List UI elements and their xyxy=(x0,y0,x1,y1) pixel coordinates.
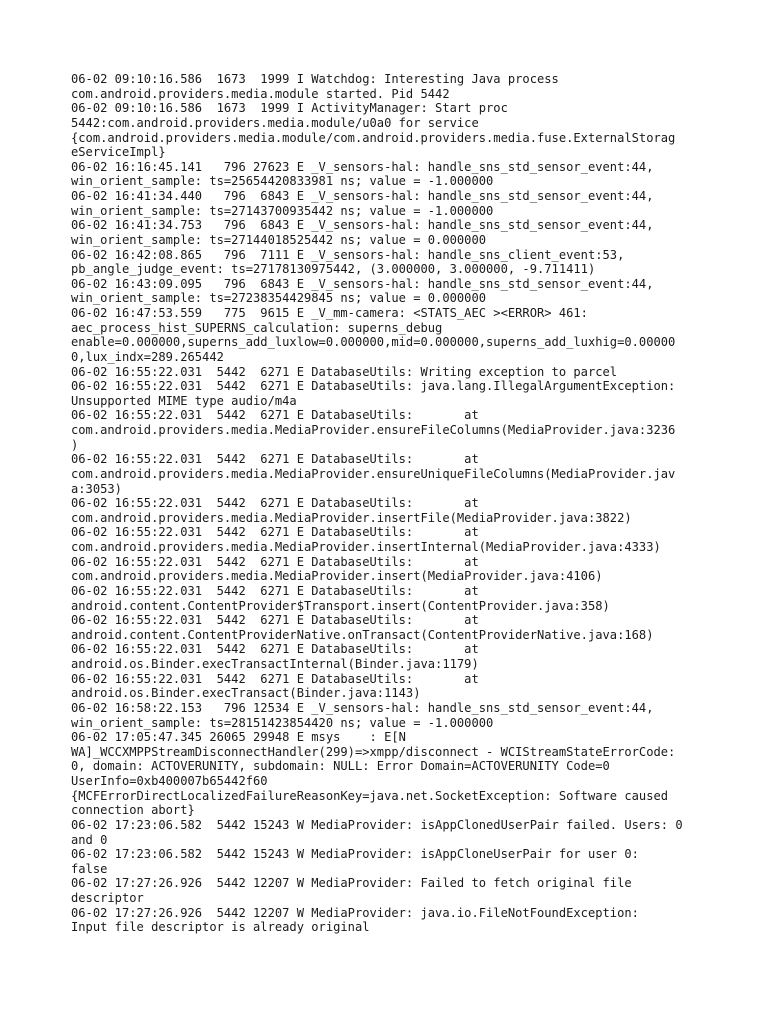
log-line: {MCFErrorDirectLocalizedFailureReasonKey=java.net.SocketException: Software caused xyxy=(71,788,669,803)
log-line: 06-02 16:55:22.031 5442 6271 E DatabaseUtils: at xyxy=(71,613,479,628)
log-line: 06-02 16:41:34.440 796 6843 E _V_sensors-hal: handle_sns_std_sensor_event:44, xyxy=(71,189,654,203)
log-line: 06-02 16:55:22.031 5442 6271 E DatabaseUtils: at xyxy=(71,554,479,569)
log-line: false xyxy=(71,861,108,876)
log-line: 06-02 16:16:45.141 796 27623 E _V_sensors-hal: handle_sns_std_sensor_event:44, xyxy=(71,159,654,174)
log-line: 06-02 16:55:22.031 5442 6271 E DatabaseUtils: at xyxy=(71,408,479,423)
log-line: 06-02 17:27:26.926 5442 12207 W MediaProvider: Failed to fetch original file xyxy=(71,876,632,891)
log-line: Unsupported MIME type audio/m4a xyxy=(71,393,297,408)
log-line: {com.android.providers.media.module/com.android.providers.media.fuse.ExternalStorag xyxy=(71,130,676,145)
log-line: WA]_WCCXMPPStreamDisconnectHandler(299)=>xmpp/disconnect - WCIStreamStateErrorCode: xyxy=(71,744,676,759)
log-line: win_orient_sample: ts=28151423854420 ns; value = -1.000000 xyxy=(71,715,494,730)
log-line: 06-02 16:42:08.865 796 7111 E _V_sensors-hal: handle_sns_client_event:53, xyxy=(71,247,625,262)
log-line: com.android.providers.media.MediaProvider.insert(MediaProvider.java:4106) xyxy=(71,569,603,584)
log-line: 06-02 09:10:16.586 1673 1999 I ActivityManager: Start proc xyxy=(71,101,508,116)
log-line: 06-02 17:27:26.926 5442 12207 W MediaProvider: java.io.FileNotFoundException: xyxy=(71,905,639,920)
log-line: connection abort} xyxy=(71,803,195,818)
log-line: android.content.ContentProviderNative.onTransact(ContentProviderNative.java:168) xyxy=(71,627,654,642)
log-line: 06-02 16:55:22.031 5442 6271 E DatabaseUtils: at xyxy=(71,525,479,540)
log-line: descriptor xyxy=(71,891,144,905)
log-line: com.android.providers.media.module started. Pid 5442 xyxy=(71,86,450,101)
log-line: com.android.providers.media.MediaProvider.ensureFileColumns(MediaProvider.java:3236 xyxy=(71,423,676,437)
log-line: 06-02 16:55:22.031 5442 6271 E DatabaseUtils: Writing exception to parcel xyxy=(71,364,618,379)
log-line: com.android.providers.media.MediaProvider.insertInternal(MediaProvider.java:4333) xyxy=(71,540,661,554)
log-line: 0, domain: ACTOVERUNITY, subdomain: NULL: Error Domain=ACTOVERUNITY Code=0 xyxy=(71,759,610,774)
log-line: enable=0.000000,superns_add_luxlow=0.000000,mid=0.000000,superns_add_luxhig=0.00000 xyxy=(71,335,676,350)
log-line: 06-02 16:43:09.095 796 6843 E _V_sensors-hal: handle_sns_std_sensor_event:44, xyxy=(71,276,654,291)
log-line: aec_process_hist_SUPERNS_calculation: superns_debug xyxy=(71,320,443,335)
log-line: and 0 xyxy=(71,832,108,847)
log-line: Input file descriptor is already original xyxy=(71,920,370,935)
log-line: 06-02 16:41:34.753 796 6843 E _V_sensors-hal: handle_sns_std_sensor_event:44, xyxy=(71,218,654,233)
log-line: android.os.Binder.execTransact(Binder.java:1143) xyxy=(71,686,421,701)
log-line: eServiceImpl} xyxy=(71,145,166,160)
log-line: pb_angle_judge_event: ts=27178130975442, (3.000000, 3.000000, -9.711411) xyxy=(71,262,596,277)
log-line: a:3053) xyxy=(71,481,122,496)
log-line: android.content.ContentProvider$Transport.insert(ContentProvider.java:358) xyxy=(71,598,610,613)
log-line: 06-02 16:55:22.031 5442 6271 E DatabaseUtils: at xyxy=(71,642,479,657)
log-line: win_orient_sample: ts=25654420833981 ns; value = -1.000000 xyxy=(71,174,494,189)
log-line: 06-02 16:55:22.031 5442 6271 E DatabaseUtils: java.lang.IllegalArgumentException: xyxy=(71,379,676,394)
log-line: win_orient_sample: ts=27143700935442 ns; value = -1.000000 xyxy=(71,203,494,218)
log-line: 06-02 16:47:53.559 775 9615 E _V_mm-camera: <STATS_AEC ><ERROR> 461: xyxy=(71,306,588,320)
log-line: win_orient_sample: ts=27144018525442 ns; value = 0.000000 xyxy=(71,232,487,247)
log-line: 06-02 17:23:06.582 5442 15243 W MediaProvider: isAppClonedUserPair failed. Users: 0 xyxy=(71,817,683,832)
log-line: 06-02 16:55:22.031 5442 6271 E DatabaseUtils: at xyxy=(71,583,479,598)
log-line: android.os.Binder.execTransactInternal(Binder.java:1179) xyxy=(71,657,479,671)
log-line: 06-02 16:55:22.031 5442 6271 E DatabaseUtils: at xyxy=(71,452,479,467)
log-line: com.android.providers.media.MediaProvider.insertFile(MediaProvider.java:3822) xyxy=(71,510,632,525)
log-line: 06-02 09:10:16.586 1673 1999 I Watchdog: Interesting Java process xyxy=(71,72,559,86)
log-line: 06-02 16:55:22.031 5442 6271 E DatabaseUtils: at xyxy=(71,671,479,686)
log-line: 0,lux_indx=289.265442 xyxy=(71,349,224,364)
log-line: 06-02 16:55:22.031 5442 6271 E DatabaseUtils: at xyxy=(71,496,479,511)
log-line: win_orient_sample: ts=27238354429845 ns; value = 0.000000 xyxy=(71,291,487,306)
log-line: 06-02 16:58:22.153 796 12534 E _V_sensors-hal: handle_sns_std_sensor_event:44, xyxy=(71,700,654,715)
log-line: 06-02 17:23:06.582 5442 15243 W MediaProvider: isAppCloneUserPair for user 0: xyxy=(71,847,639,862)
log-document xyxy=(71,72,701,935)
log-line: 06-02 17:05:47.345 26065 29948 E msys : E[N xyxy=(71,730,406,745)
log-line: 5442:com.android.providers.media.module/u0a0 for service xyxy=(71,115,479,130)
log-line: ) xyxy=(71,437,79,452)
log-line: UserInfo=0xb400007b65442f60 xyxy=(71,774,268,788)
log-line: com.android.providers.media.MediaProvider.ensureUniqueFileColumns(MediaProvider.jav xyxy=(71,466,676,481)
